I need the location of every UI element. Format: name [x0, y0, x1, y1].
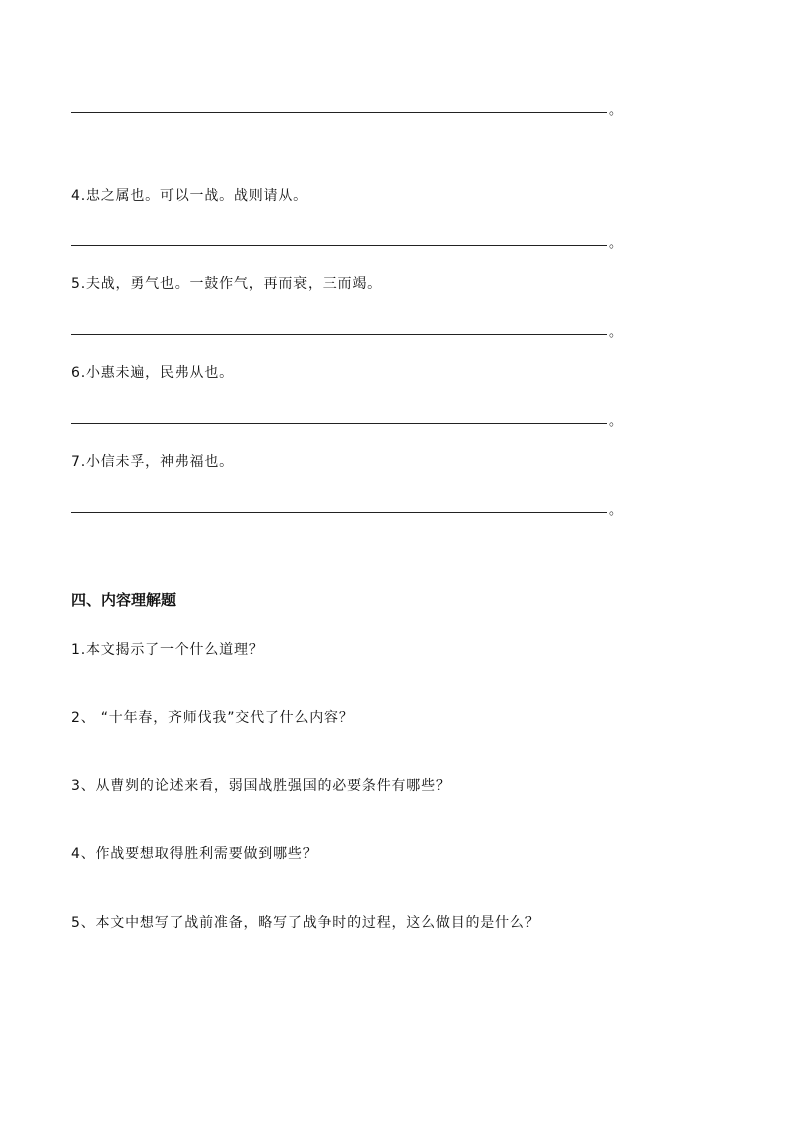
question-5: 5、本文中想写了战前准备，略写了战争时的过程，这么做目的是什么？	[71, 915, 540, 931]
translation-item-5: 5.夫战，勇气也。一鼓作气，再而衰，三而竭。	[71, 276, 382, 292]
line-end-period: 。	[609, 414, 623, 429]
line-end-period: 。	[609, 325, 623, 340]
question-2: 2、 “十年春，齐师伐我”交代了什么内容？	[71, 710, 354, 726]
answer-line-7[interactable]	[71, 512, 607, 513]
translation-item-4: 4.忠之属也。可以一战。战则请从。	[71, 188, 308, 204]
line-end-period: 。	[609, 503, 623, 518]
answer-line-6[interactable]	[71, 423, 607, 424]
section-title: 四、内容理解题	[71, 591, 177, 609]
answer-line-3[interactable]	[71, 112, 607, 113]
line-end-period: 。	[609, 103, 623, 118]
answer-line-5[interactable]	[71, 334, 607, 335]
question-1: 1.本文揭示了一个什么道理？	[71, 642, 264, 658]
question-3: 3、从曹刿的论述来看，弱国战胜强国的必要条件有哪些？	[71, 778, 451, 794]
answer-line-4[interactable]	[71, 245, 607, 246]
question-4: 4、作战要想取得胜利需要做到哪些？	[71, 846, 318, 862]
translation-item-7: 7.小信未孚，神弗福也。	[71, 454, 234, 470]
line-end-period: 。	[609, 236, 623, 251]
translation-item-6: 6.小惠未遍，民弗从也。	[71, 365, 234, 381]
